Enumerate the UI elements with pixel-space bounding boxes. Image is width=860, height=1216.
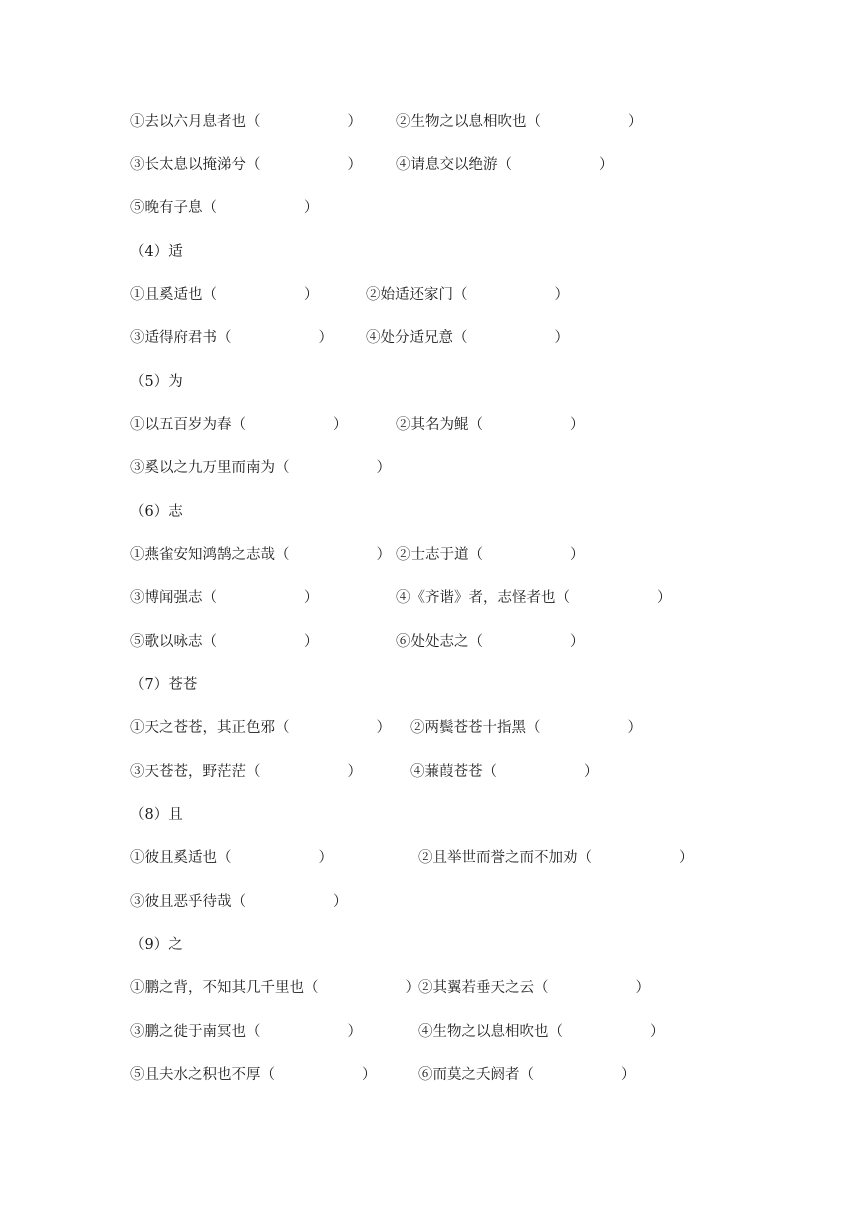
- question-item: ⑥处处志之（ ）: [396, 634, 585, 650]
- question-item: ④《齐谐》者，志怪者也（ ）: [396, 590, 672, 606]
- section-heading: [0, 500, 860, 524]
- question-item: ④处分适兄意（ ）: [366, 330, 569, 346]
- section-heading: [0, 933, 860, 957]
- section-heading: [0, 673, 860, 697]
- section-heading-text: （7）苍苍: [130, 677, 198, 693]
- question-item: ①天之苍苍，其正色邪（ ）: [130, 720, 391, 736]
- question-line: [0, 890, 860, 914]
- question-line: [0, 1020, 860, 1044]
- question-item: ④请息交以绝游（ ）: [396, 157, 614, 173]
- question-item: ③鹏之徙于南冥也（ ）: [130, 1024, 362, 1040]
- question-item: ②其名为鲲（ ）: [396, 417, 585, 433]
- question-line: [0, 543, 860, 567]
- question-item: ②两鬓苍苍十指黑（ ）: [410, 720, 642, 736]
- section-heading-text: （9）之: [130, 937, 183, 953]
- question-item: ⑥而莫之夭阏者（ ）: [418, 1067, 636, 1083]
- question-item: ⑤且夫水之积也不厚（ ）: [130, 1067, 377, 1083]
- section-heading-text: （5）为: [130, 374, 183, 390]
- question-line: [0, 586, 860, 610]
- question-item: ③博闻强志（ ）: [130, 590, 319, 606]
- question-item: ⑤歌以咏志（ ）: [130, 634, 319, 650]
- question-line: [0, 760, 860, 784]
- section-heading-text: （8）且: [130, 807, 183, 823]
- question-item: ③天苍苍，野茫茫（ ）: [130, 764, 362, 780]
- question-line: [0, 456, 860, 480]
- question-item: ⑤晚有子息（ ）: [130, 200, 319, 216]
- question-line: [0, 110, 860, 134]
- question-item: ①鹏之背，不知其几千里也（ ）: [130, 980, 420, 996]
- question-item: ②且举世而誉之而不加劝（ ）: [418, 850, 694, 866]
- question-item: ①燕雀安知鸿鹄之志哉（ ）: [130, 547, 391, 563]
- question-line: [0, 630, 860, 654]
- question-line: [0, 716, 860, 740]
- question-line: [0, 153, 860, 177]
- question-item: ②始适还家门（ ）: [366, 287, 569, 303]
- section-heading-text: （4）适: [130, 244, 183, 260]
- question-item: ①彼且奚适也（ ）: [130, 850, 333, 866]
- section-heading-text: （6）志: [130, 504, 183, 520]
- question-item: ③适得府君书（ ）: [130, 330, 333, 346]
- question-item: ①且奚适也（ ）: [130, 287, 319, 303]
- question-item: ②其翼若垂天之云（ ）: [418, 980, 650, 996]
- question-line: [0, 196, 860, 220]
- question-item: ③长太息以掩涕兮（ ）: [130, 157, 362, 173]
- section-heading: [0, 370, 860, 394]
- question-item: ③彼且恶乎待哉（ ）: [130, 894, 348, 910]
- question-line: [0, 283, 860, 307]
- question-line: [0, 976, 860, 1000]
- question-line: [0, 326, 860, 350]
- question-item: ④蒹葭苍苍（ ）: [410, 764, 599, 780]
- question-item: ①去以六月息者也（ ）: [130, 114, 362, 130]
- question-item: ④生物之以息相吹也（ ）: [418, 1024, 665, 1040]
- question-line: [0, 1063, 860, 1087]
- question-line: [0, 846, 860, 870]
- question-item: ②生物之以息相吹也（ ）: [396, 114, 643, 130]
- question-item: ②士志于道（ ）: [396, 547, 585, 563]
- question-item: ③奚以之九万里而南为（ ）: [130, 460, 391, 476]
- question-line: [0, 413, 860, 437]
- section-heading: [0, 240, 860, 264]
- section-heading: [0, 803, 860, 827]
- question-item: ①以五百岁为春（ ）: [130, 417, 348, 433]
